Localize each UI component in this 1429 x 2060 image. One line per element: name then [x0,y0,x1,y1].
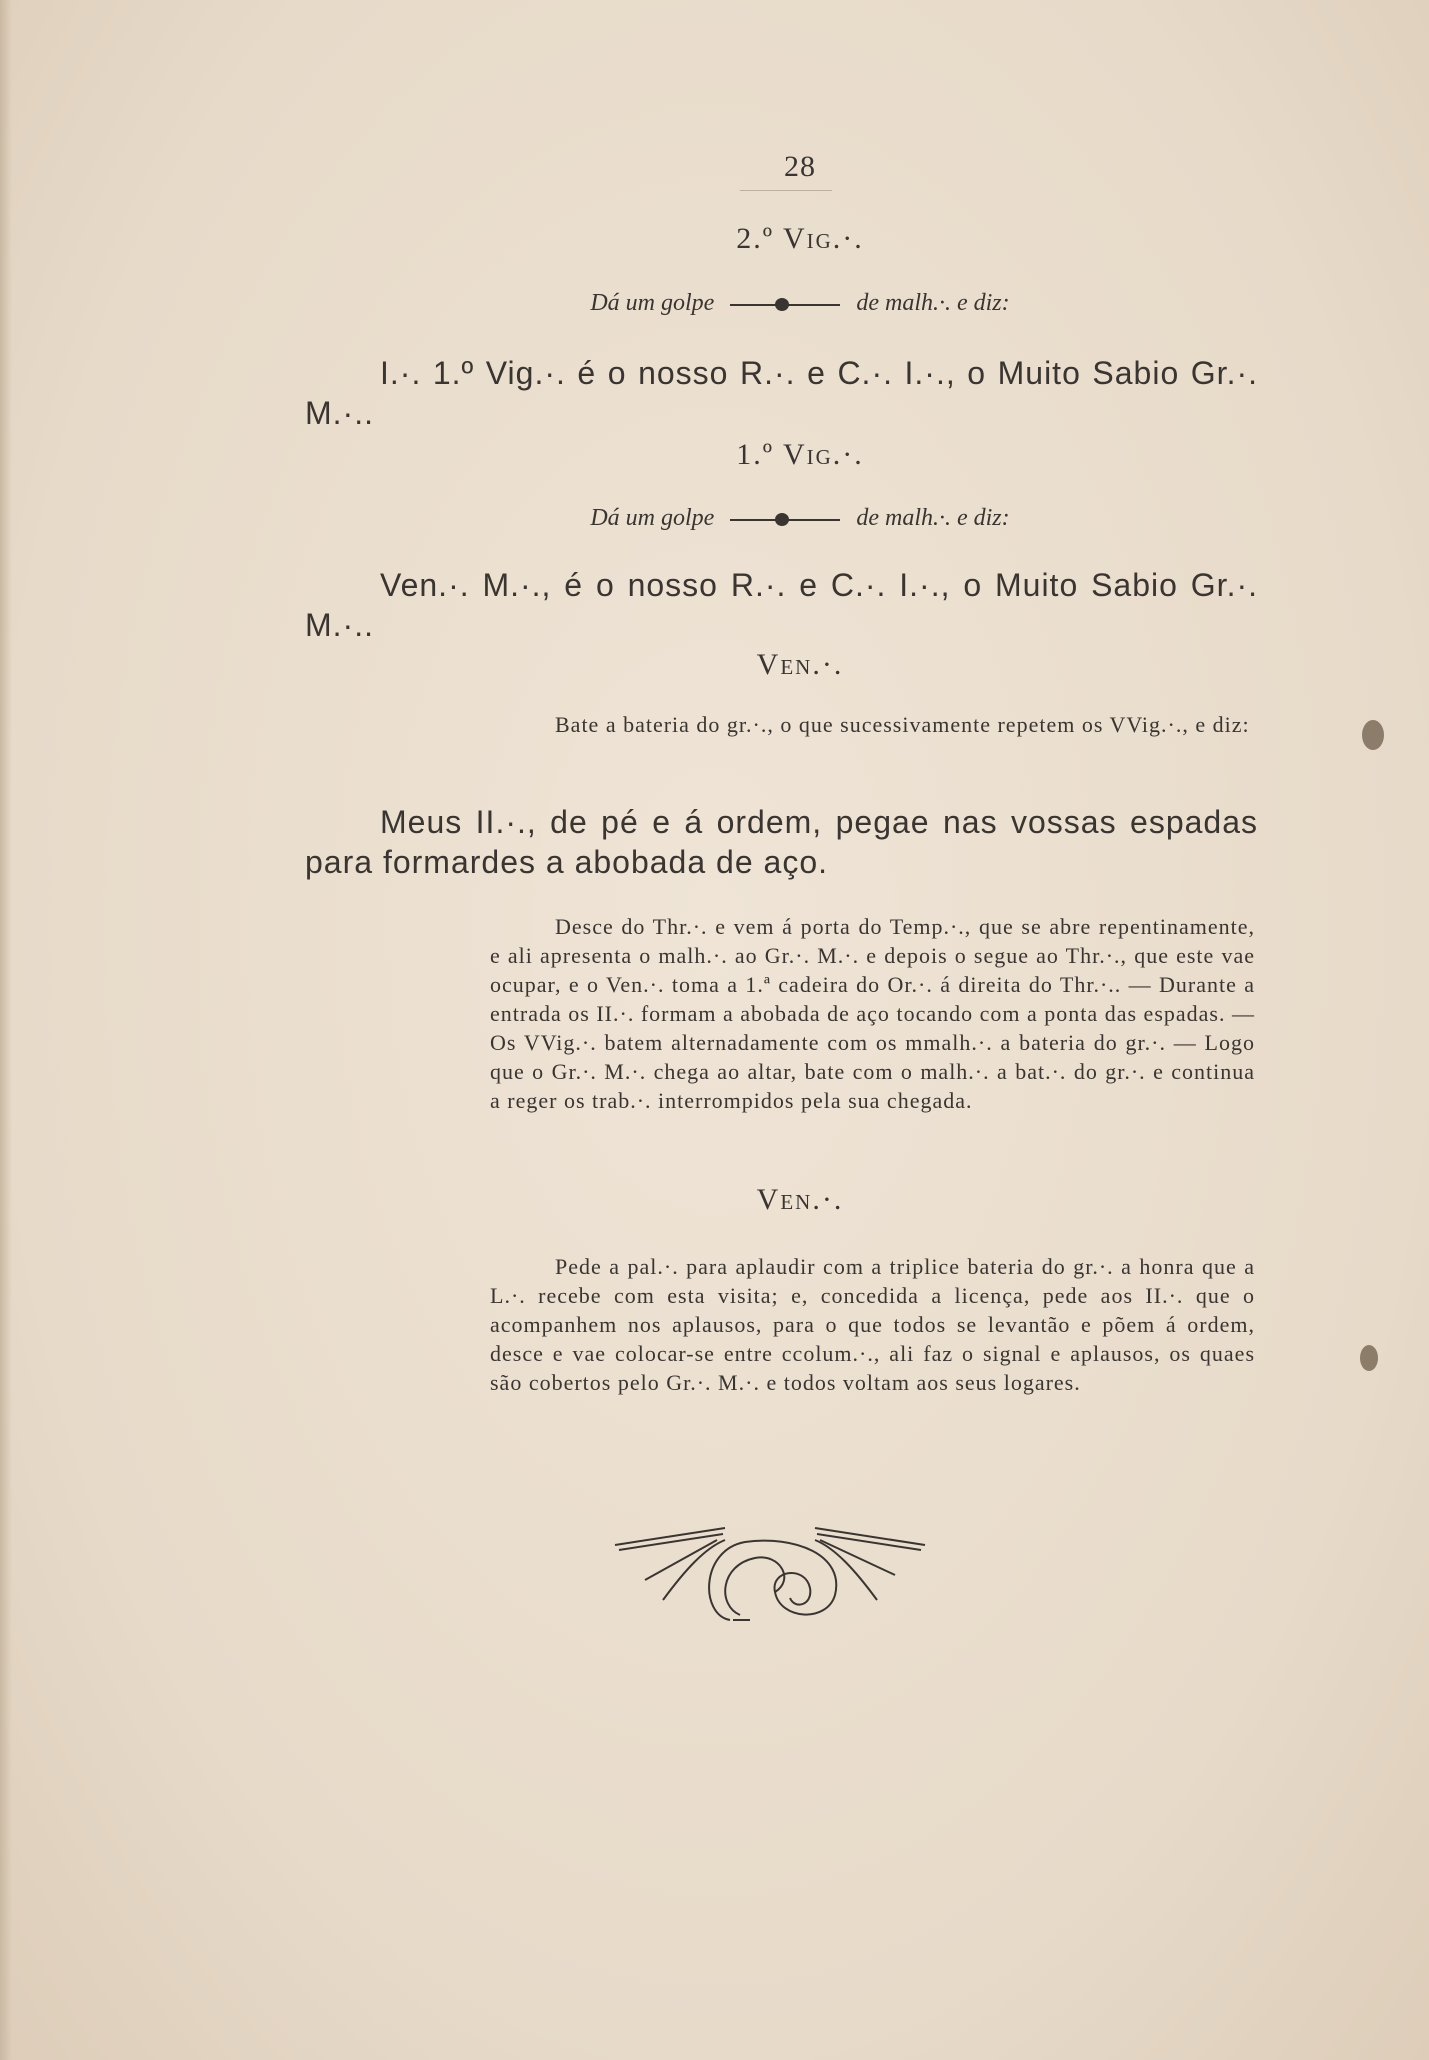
speaker-heading-2nd-vig: 2.º Vig.·. [736,222,864,255]
speaker-heading-ven: Ven.·. [756,1183,844,1216]
speech-paragraph: I.·. 1.º Vig.·. é o nosso R.·. e C.·. I.·., o Muito Sabio Gr.·. M.·.. [305,355,1258,431]
rubric-paragraph: Pede a pal.·. para aplaudir com a triplice bateria do gr.·. a honra que a L.·. recebe com esta visita; e, concedida a licença, pede aos II.·. que o acompanhem nos aplausos, para o que todos se levantão e põem á ordem, desce e vae colocar-se entre ccolum.·., ali faz o signal e aplausos, os quaes são cobertos pelo Gr.·. M.·. e todos voltam aos seus logares. [490,1254,1255,1395]
stage-direction: Dá um golpe de malh.·. e diz: [590,290,1010,316]
rubric-paragraph: Desce do Thr.·. e vem á porta do Temp.·., que se abre repentinamente, e ali apresenta o malh.·. ao Gr.·. M.·. e depois o segue ao Thr.·., que este vae ocupar, e o Ven.·. toma a 1.ª cadeira do Or.·. á direita do Thr.·.. — Durante a entrada os II.·. formam a abobada de aço tocando com a ponta das espadas. — Os VVig.·. batem alternadamente com os mmalh.·. a bateria do gr.·. — Logo que o Gr.·. M.·. chega ao altar, bate com o malh.·. a bat.·. do gr.·. e continua a reger os trab.·. interrompidos pela sua chegada. [490,914,1255,1113]
page-number: 28 [784,150,816,183]
speech-paragraph: Ven.·. M.·., é o nosso R.·. e C.·. I.·., o Muito Sabio Gr.·. M.·.. [305,567,1258,643]
mallet-icon [730,297,840,311]
stage-direction: Dá um golpe de malh.·. e diz: [590,505,1010,531]
paper-stain [1360,1345,1378,1371]
speech-paragraph: Meus II.·., de pé e á ordem, pegae nas vossas espadas para formardes a abobada de aço. [305,804,1258,880]
rubric-paragraph: Bate a bateria do gr.·., o que sucessivamente repetem os VVig.·., e diz: [555,712,1250,737]
speaker-heading-1st-vig: 1.º Vig.·. [736,438,864,471]
paper-stain [1362,720,1384,750]
page-number-rule [740,190,832,191]
mallet-icon [730,512,840,526]
speaker-heading-ven: Ven.·. [756,648,844,681]
ornament-scroll-icon [605,1520,935,1630]
